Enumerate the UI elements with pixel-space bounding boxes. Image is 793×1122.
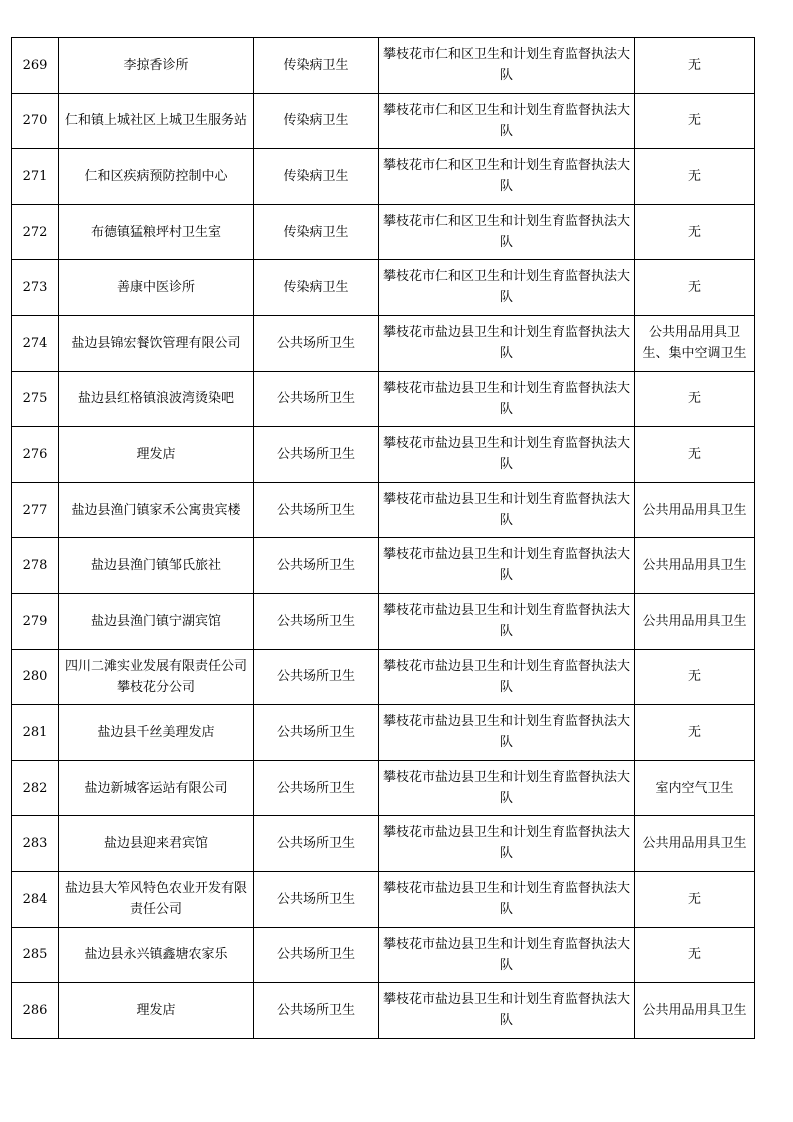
inspection-category-cell: 公共场所卫生 — [254, 371, 379, 427]
inspection-category-cell: 公共场所卫生 — [254, 538, 379, 594]
issue-found-cell: 公共用品用具卫生 — [635, 983, 755, 1039]
table-row — [12, 538, 755, 594]
row-number-cell: 283 — [12, 816, 59, 872]
table-row — [12, 204, 755, 260]
issue-found-cell: 无 — [635, 371, 755, 427]
unit-name-cell: 盐边县锦宏餐饮管理有限公司 — [59, 315, 254, 371]
supervising-agency-cell: 攀枝花市盐边县卫生和计划生育监督执法大队 — [379, 315, 635, 371]
issue-found-cell: 公共用品用具卫生 — [635, 482, 755, 538]
unit-name-cell: 盐边县永兴镇鑫塘农家乐 — [59, 927, 254, 983]
row-number-cell: 269 — [12, 38, 59, 94]
unit-name-cell: 盐边县红格镇浪波湾烫染吧 — [59, 371, 254, 427]
row-number-cell: 284 — [12, 871, 59, 927]
inspection-category-cell: 公共场所卫生 — [254, 427, 379, 483]
table-row — [12, 371, 755, 427]
issue-found-cell: 公共用品用具卫生 — [635, 593, 755, 649]
issue-found-cell: 无 — [635, 93, 755, 149]
table-row — [12, 760, 755, 816]
unit-name-cell: 盐边新城客运站有限公司 — [59, 760, 254, 816]
supervising-agency-cell: 攀枝花市盐边县卫生和计划生育监督执法大队 — [379, 871, 635, 927]
supervising-agency-cell: 攀枝花市仁和区卫生和计划生育监督执法大队 — [379, 93, 635, 149]
table-row — [12, 149, 755, 205]
row-number-cell: 270 — [12, 93, 59, 149]
unit-name-cell: 善康中医诊所 — [59, 260, 254, 316]
table-row — [12, 983, 755, 1039]
issue-found-cell: 无 — [635, 260, 755, 316]
inspection-category-cell: 公共场所卫生 — [254, 983, 379, 1039]
unit-name-cell: 盐边县渔门镇家禾公寓贵宾楼 — [59, 482, 254, 538]
table-row — [12, 93, 755, 149]
row-number-cell: 273 — [12, 260, 59, 316]
table-row — [12, 482, 755, 538]
supervising-agency-cell: 攀枝花市仁和区卫生和计划生育监督执法大队 — [379, 260, 635, 316]
inspection-category-cell: 传染病卫生 — [254, 149, 379, 205]
supervising-agency-cell: 攀枝花市盐边县卫生和计划生育监督执法大队 — [379, 649, 635, 705]
inspection-category-cell: 公共场所卫生 — [254, 649, 379, 705]
issue-found-cell: 无 — [635, 38, 755, 94]
row-number-cell: 274 — [12, 315, 59, 371]
table-row — [12, 927, 755, 983]
table-row — [12, 315, 755, 371]
unit-name-cell: 四川二滩实业发展有限责任公司攀枝花分公司 — [59, 649, 254, 705]
inspection-table — [11, 37, 755, 1039]
row-number-cell: 278 — [12, 538, 59, 594]
table-row — [12, 593, 755, 649]
table-body — [12, 38, 755, 1039]
supervising-agency-cell: 攀枝花市盐边县卫生和计划生育监督执法大队 — [379, 482, 635, 538]
unit-name-cell: 仁和区疾病预防控制中心 — [59, 149, 254, 205]
table-row — [12, 38, 755, 94]
inspection-category-cell: 传染病卫生 — [254, 260, 379, 316]
row-number-cell: 275 — [12, 371, 59, 427]
supervising-agency-cell: 攀枝花市盐边县卫生和计划生育监督执法大队 — [379, 538, 635, 594]
unit-name-cell: 仁和镇上城社区上城卫生服务站 — [59, 93, 254, 149]
supervising-agency-cell: 攀枝花市盐边县卫生和计划生育监督执法大队 — [379, 371, 635, 427]
issue-found-cell: 无 — [635, 927, 755, 983]
row-number-cell: 279 — [12, 593, 59, 649]
issue-found-cell: 无 — [635, 427, 755, 483]
table-row — [12, 816, 755, 872]
inspection-category-cell: 传染病卫生 — [254, 93, 379, 149]
unit-name-cell: 李掠香诊所 — [59, 38, 254, 94]
inspection-category-cell: 公共场所卫生 — [254, 705, 379, 761]
row-number-cell: 272 — [12, 204, 59, 260]
supervising-agency-cell: 攀枝花市仁和区卫生和计划生育监督执法大队 — [379, 149, 635, 205]
issue-found-cell: 无 — [635, 871, 755, 927]
unit-name-cell: 理发店 — [59, 427, 254, 483]
supervising-agency-cell: 攀枝花市盐边县卫生和计划生育监督执法大队 — [379, 927, 635, 983]
issue-found-cell: 公共用品用具卫生、集中空调卫生 — [635, 315, 755, 371]
row-number-cell: 271 — [12, 149, 59, 205]
unit-name-cell: 盐边县渔门镇邹氏旅社 — [59, 538, 254, 594]
inspection-category-cell: 公共场所卫生 — [254, 816, 379, 872]
issue-found-cell: 公共用品用具卫生 — [635, 816, 755, 872]
row-number-cell: 277 — [12, 482, 59, 538]
issue-found-cell: 无 — [635, 649, 755, 705]
issue-found-cell: 无 — [635, 204, 755, 260]
issue-found-cell: 公共用品用具卫生 — [635, 538, 755, 594]
inspection-category-cell: 公共场所卫生 — [254, 871, 379, 927]
unit-name-cell: 盐边县迎来君宾馆 — [59, 816, 254, 872]
row-number-cell: 285 — [12, 927, 59, 983]
unit-name-cell: 盐边县大笮风特色农业开发有限责任公司 — [59, 871, 254, 927]
supervising-agency-cell: 攀枝花市仁和区卫生和计划生育监督执法大队 — [379, 204, 635, 260]
table-row — [12, 649, 755, 705]
issue-found-cell: 无 — [635, 149, 755, 205]
unit-name-cell: 盐边县千丝美理发店 — [59, 705, 254, 761]
inspection-category-cell: 传染病卫生 — [254, 38, 379, 94]
table-row — [12, 427, 755, 483]
inspection-category-cell: 公共场所卫生 — [254, 482, 379, 538]
inspection-category-cell: 公共场所卫生 — [254, 760, 379, 816]
row-number-cell: 286 — [12, 983, 59, 1039]
unit-name-cell: 布德镇猛粮坪村卫生室 — [59, 204, 254, 260]
supervising-agency-cell: 攀枝花市盐边县卫生和计划生育监督执法大队 — [379, 816, 635, 872]
supervising-agency-cell: 攀枝花市仁和区卫生和计划生育监督执法大队 — [379, 38, 635, 94]
supervising-agency-cell: 攀枝花市盐边县卫生和计划生育监督执法大队 — [379, 705, 635, 761]
row-number-cell: 280 — [12, 649, 59, 705]
table-row — [12, 871, 755, 927]
issue-found-cell: 无 — [635, 705, 755, 761]
unit-name-cell: 理发店 — [59, 983, 254, 1039]
issue-found-cell: 室内空气卫生 — [635, 760, 755, 816]
supervising-agency-cell: 攀枝花市盐边县卫生和计划生育监督执法大队 — [379, 593, 635, 649]
supervising-agency-cell: 攀枝花市盐边县卫生和计划生育监督执法大队 — [379, 427, 635, 483]
inspection-category-cell: 公共场所卫生 — [254, 315, 379, 371]
row-number-cell: 276 — [12, 427, 59, 483]
table-row — [12, 705, 755, 761]
table-row — [12, 260, 755, 316]
unit-name-cell: 盐边县渔门镇宁湖宾馆 — [59, 593, 254, 649]
inspection-category-cell: 传染病卫生 — [254, 204, 379, 260]
row-number-cell: 281 — [12, 705, 59, 761]
supervising-agency-cell: 攀枝花市盐边县卫生和计划生育监督执法大队 — [379, 983, 635, 1039]
supervising-agency-cell: 攀枝花市盐边县卫生和计划生育监督执法大队 — [379, 760, 635, 816]
inspection-category-cell: 公共场所卫生 — [254, 593, 379, 649]
inspection-category-cell: 公共场所卫生 — [254, 927, 379, 983]
row-number-cell: 282 — [12, 760, 59, 816]
